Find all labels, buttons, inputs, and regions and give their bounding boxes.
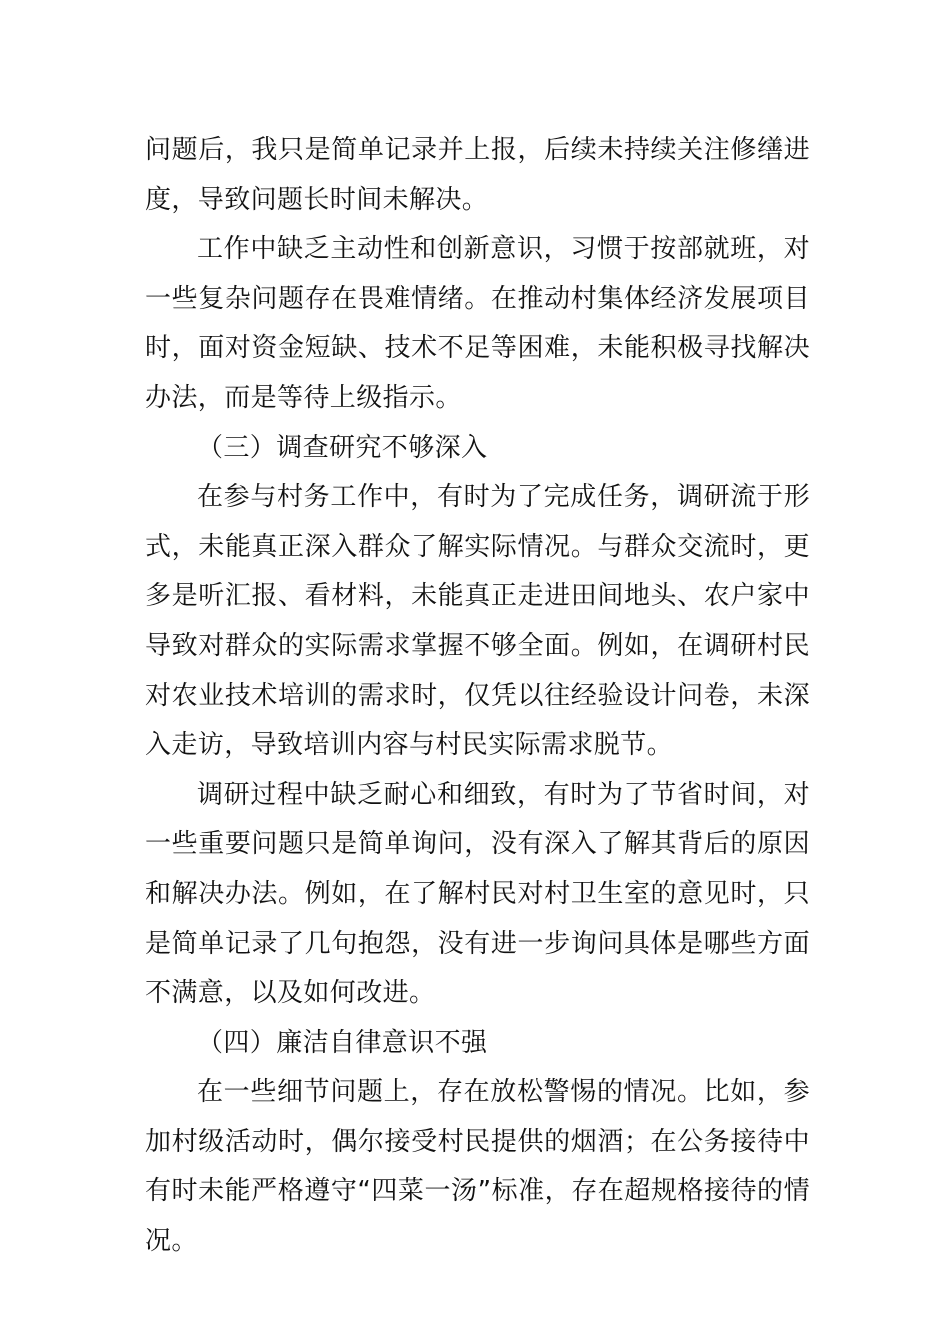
section-heading-integrity: （四）廉洁自律意识不强: [197, 1027, 488, 1058]
paragraph-integrity: 在一些细节问题上，存在放松警惕的情况。比如，参加村级活动时，偶尔接受村民提供的烟酒；在公务接待中有时未能严格遵守“四菜一汤”标准，存在超规格接待的情况。: [145, 1077, 810, 1257]
document-body: [145, 126, 810, 1267]
paragraph-research-detail: 调研过程中缺乏耐心和细致，有时为了节省时间，对一些重要问题只是简单询问，没有深入了解其背后的原因和解决办法。例如，在了解村民对村卫生室的意见时，只是简单记录了几句抱怨，没有进一步询问具体是哪些方面不满意，以及如何改进。: [145, 779, 810, 1009]
section-heading-research: （三）调查研究不够深入: [197, 432, 488, 463]
paragraph-research-form: 在参与村务工作中，有时为了完成任务，调研流于形式，未能真正深入群众了解实际情况。与群众交流时，更多是听汇报、看材料，未能真正走进田间地头、农户家中导致对群众的实际需求掌握不够全面。例如，在调研村民对农业技术培训的需求时，仅凭以往经验设计问卷，未深入走访，导致培训内容与村民实际需求脱节。: [145, 482, 810, 761]
paragraph-continuation: 问题后，我只是简单记录并上报，后续未持续关注修缮进度，导致问题长时间未解决。: [145, 135, 810, 215]
paragraph-initiative: 工作中缺乏主动性和创新意识，习惯于按部就班，对一些复杂问题存在畏难情绪。在推动村集体经济发展项目时，面对资金短缺、技术不足等困难，未能积极寻找解决办法，而是等待上级指示。: [145, 234, 810, 413]
